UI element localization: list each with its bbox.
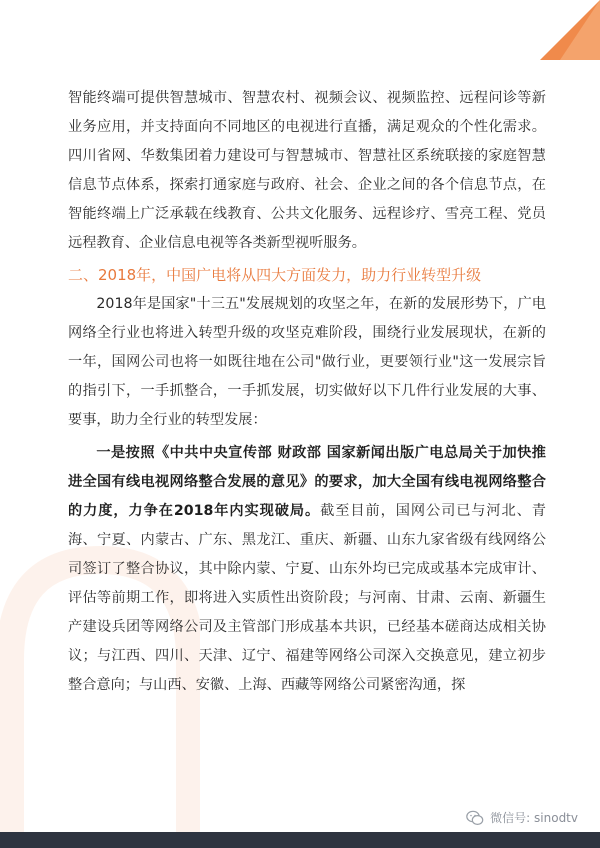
article-body <box>68 84 546 700</box>
paragraph-3-bold: 一是按照《中共中央宣传部 财政部 国家新闻出版广电总局关于加快推进全国有线电视网络整合发展的意见》的要求，加大全国有线电视网络整合的力度，力争在2018年内实现破局。 <box>68 445 546 519</box>
paragraph-1: 智能终端可提供智慧城市、智慧农村、视频会议、视频监控、远程问诊等新业务应用，并支持面向不同地区的电视进行直播，满足观众的个性化需求。四川省网、华数集团着力建设可与智慧城市、智慧社区系统联接的家庭智慧信息节点体系，探索打通家庭与政府、社会、企业之间的各个信息节点，在智能终端上广泛承载在线教育、公共文化服务、远程诊疗、雪亮工程、党员远程教育、企业信息电视等各类新型视听服务。 <box>68 90 546 251</box>
orange-triangle-corner-icon <box>540 0 600 60</box>
paragraph-3 <box>68 439 546 700</box>
paragraph-2: 2018年是国家"十三五"发展规划的攻坚之年，在新的发展形势下，广电网络全行业也将进入转型升级的攻坚克难阶段，围绕行业发展现状，在新的一年，国网公司也将一如既往地在公司"做行业，更要领行业"这一发展宗旨的指引下，一手抓整合，一手抓发展，切实做好以下几件行业发展的大事、要事，助力全行业的转型发展： <box>68 296 546 428</box>
watermark-text: 微信号: sinodtv <box>490 811 578 825</box>
wechat-icon <box>466 810 484 826</box>
paragraph-3-rest: 截至目前，国网公司已与河北、青海、宁夏、内蒙古、广东、黑龙江、重庆、新疆、山东九家省级有线网络公司签订了整合协议，其中除内蒙、宁夏、山东外均已完成或基本完成审计、评估等前期工作，即将进入实质性出资阶段；与河南、甘肃、云南、新疆生产建设兵团等网络公司及主管部门形成基本共识，已经基本磋商达成相关协议；与江西、四川、天津、辽宁、福建等网络公司深入交换意见，建立初步整合意向；与山西、安徽、上海、西藏等网络公司紧密沟通，探 <box>68 503 546 693</box>
section-heading: 二、2018年，中国广电将从四大方面发力，助力行业转型升级 <box>68 266 482 284</box>
footer-bar <box>0 832 600 848</box>
wechat-watermark <box>466 809 578 826</box>
